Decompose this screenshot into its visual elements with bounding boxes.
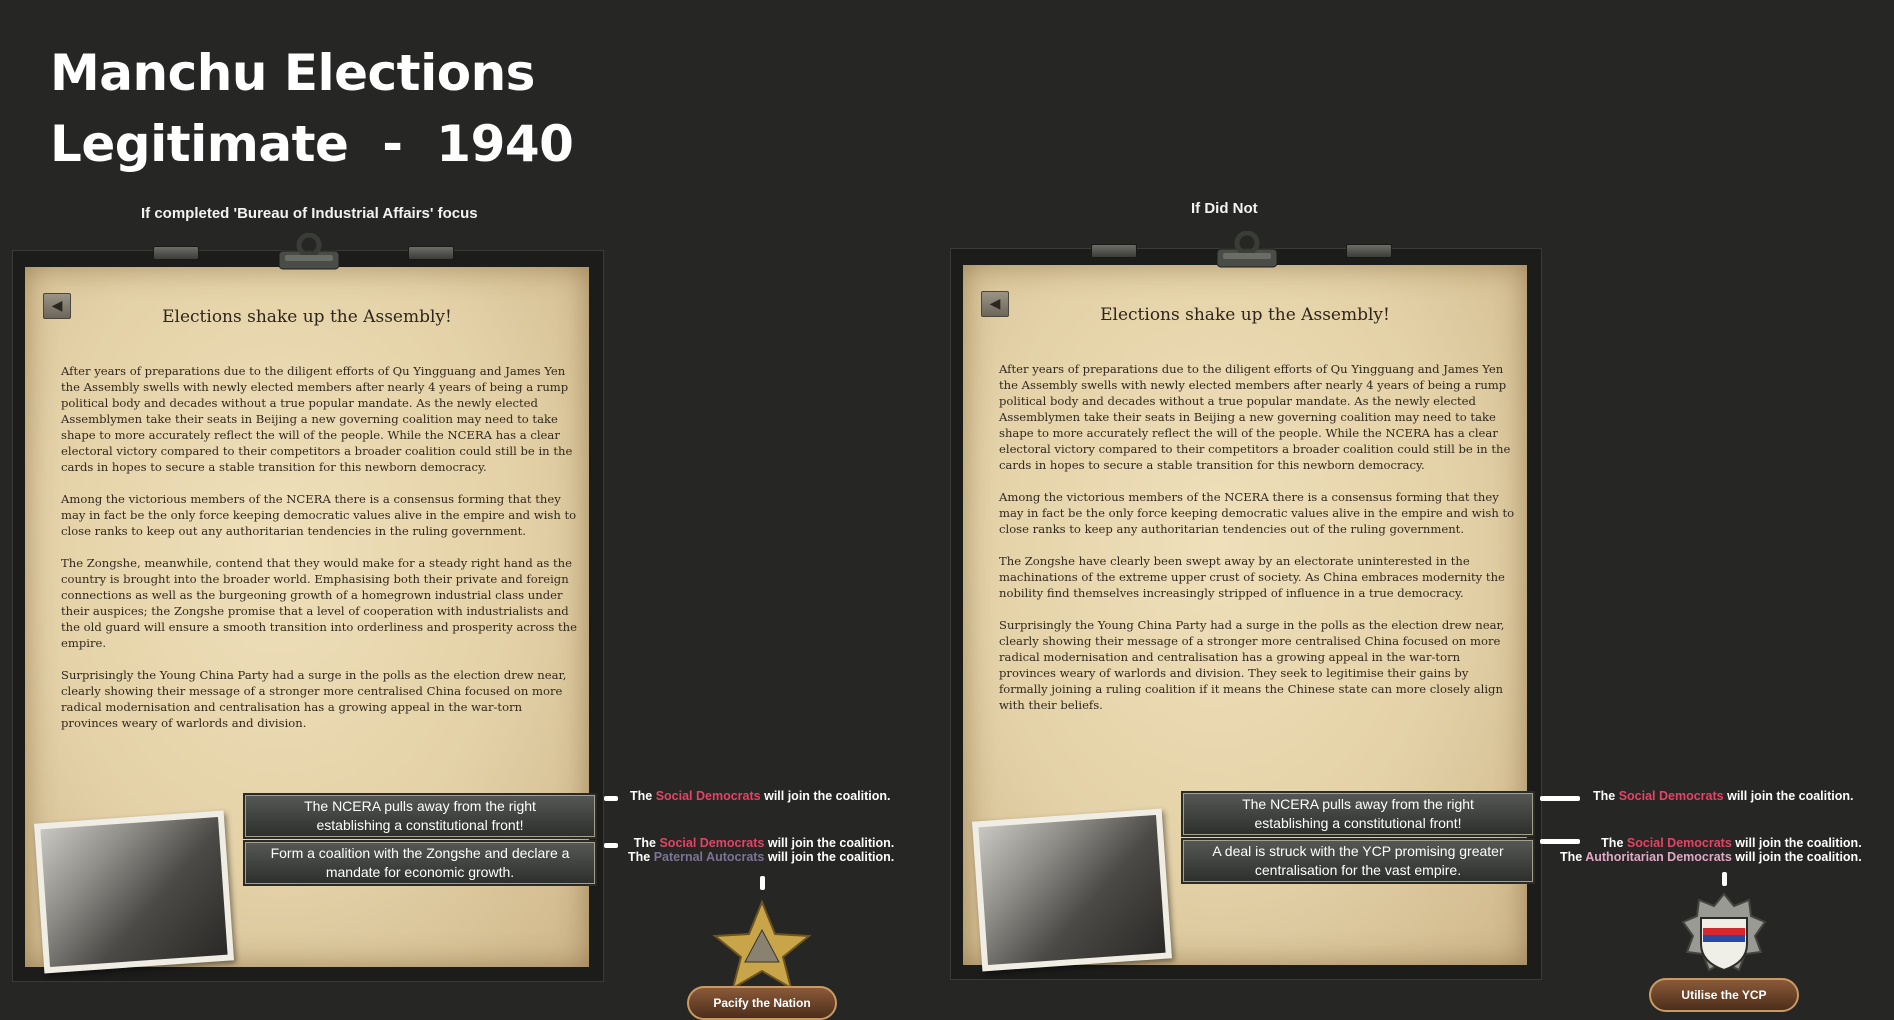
event-title: Elections shake up the Assembly! (162, 307, 452, 327)
effect-text: The Social Democrats will join the coalition. The Authoritarian Democrats will join the coalition. (1560, 836, 1862, 864)
option-text: Form a coalition with the Zongshe and declare a (270, 845, 570, 861)
event-photo (34, 811, 234, 974)
focus-pacify-the-nation[interactable] (687, 900, 837, 1020)
event-window-right (950, 248, 1540, 978)
connector-tick (1722, 872, 1727, 886)
back-arrow-icon[interactable]: ◀ (43, 293, 71, 319)
connector-dash (604, 796, 618, 801)
connector-tick (760, 876, 765, 890)
connector-dash (1540, 796, 1580, 801)
option-text: centralisation for the vast empire. (1254, 862, 1462, 878)
frame-tab (153, 246, 199, 260)
event-paragraph: Among the victorious members of the NCERA there is a consensus forming that they may in fact be the only force keeping democratic values alive in the empire and wish to close ranks to keep any authoritarian tendencies out of the ruling government. (999, 490, 1515, 536)
event-paper (25, 267, 589, 967)
star-eagle-focus-icon (687, 900, 837, 990)
event-option-2[interactable] (245, 842, 595, 884)
effect-text: The Social Democrats will join the coalition. (630, 789, 891, 803)
event-description (999, 361, 1519, 729)
title-line-1: Manchu Elections (50, 44, 535, 102)
focus-label: Utilise the YCP (1649, 978, 1799, 1012)
back-arrow-icon[interactable]: ◀ (981, 291, 1009, 317)
event-photo (972, 809, 1172, 972)
connector-dash (604, 843, 618, 848)
event-photo-image (978, 815, 1165, 965)
clipboard-clip-icon (275, 233, 343, 273)
event-option-1[interactable] (1183, 793, 1533, 835)
option-text: establishing a constitutional front! (1254, 815, 1462, 831)
event-paragraph: The Zongshe, meanwhile, contend that they would make for a steady right hand as the country is brought into the broader world. Emphasising both their private and foreign connections as well as the burgeoning growth of a homegrown industrial class under their auspices; the Zongshe promise that a level of cooperation with industrialists and the old guard will ensure a smooth transition into orderliness and prosperity across the empire. (61, 556, 578, 650)
event-paragraph: After years of preparations due to the diligent efforts of Qu Yingguang and James Yen the Assembly swells with newly elected members after nearly 4 years of being a rump political body and decades without a true popular mandate. As the newly elected Assemblymen take their seats in Beijing a new governing coalition may need to take shape to more accurately reflect the will of the people. While the NCERA has a clear electoral victory compared to their competitors a broader coalition could still be in the cards in hopes to secure a stable transition for this newborn democracy. (999, 362, 1511, 472)
frame-tab (1346, 244, 1392, 258)
event-option-2[interactable] (1183, 840, 1533, 882)
caption-right: If Did Not (1191, 200, 1258, 217)
event-frame (12, 250, 604, 982)
option-text: A deal is struck with the YCP promising greater (1212, 843, 1504, 859)
event-title: Elections shake up the Assembly! (1100, 305, 1390, 325)
effect-text: The Social Democrats will join the coalition. The Paternal Autocrats will join the coalition. (628, 836, 895, 864)
option-text: The NCERA pulls away from the right (304, 798, 536, 814)
event-option-1[interactable] (245, 795, 595, 837)
focus-label: Pacify the Nation (687, 986, 837, 1020)
frame-tab (408, 246, 454, 260)
focus-utilise-the-ycp[interactable] (1649, 892, 1799, 1012)
shield-flag-focus-icon (1649, 892, 1799, 982)
option-text: establishing a constitutional front! (316, 817, 524, 833)
event-paper (963, 265, 1527, 965)
event-paragraph: Among the victorious members of the NCERA there is a consensus forming that they may in fact be the only force keeping democratic values alive in the empire and wish to close ranks to keep out any authoritarian tendencies in the ruling government. (61, 492, 577, 538)
event-paragraph: Surprisingly the Young China Party had a surge in the polls as the election drew near, clearly showing their message of a stronger more centralised China focused on more radical modernisation and centralisation has a growing appeal in the war-torn provinces weary of warlords and division. They seek to legitimise their gains by formally joining a ruling coalition if it means the Chinese state can more closely align with their beliefs. (999, 618, 1505, 712)
event-paragraph: After years of preparations due to the diligent efforts of Qu Yingguang and James Yen the Assembly swells with newly elected members after nearly 4 years of being a rump political body and decades without a true popular mandate. As the newly elected Assemblymen take their seats in Beijing a new governing coalition may need to take shape to more accurately reflect the will of the people. While the NCERA has a clear electoral victory compared to their competitors a broader coalition could still be in the cards in hopes to secure a stable transition for this newborn democracy. (61, 364, 573, 474)
frame-tab (1091, 244, 1137, 258)
caption-left: If completed 'Bureau of Industrial Affairs' focus (141, 205, 478, 222)
event-paragraph: The Zongshe have clearly been swept away by an electorate uninterested in the machinations of the extreme upper crust of society. As China embraces modernity the nobility find themselves increasingly stripped of influence in a true democracy. (999, 554, 1505, 600)
effect-text: The Social Democrats will join the coalition. (1593, 789, 1854, 803)
title-line-2: Legitimate - 1940 (50, 115, 574, 173)
event-frame (950, 248, 1542, 980)
event-description (61, 363, 581, 747)
option-text: mandate for economic growth. (325, 864, 515, 880)
page-title (50, 38, 573, 180)
event-window-left (12, 250, 602, 980)
clipboard-clip-icon (1213, 231, 1281, 271)
event-photo-image (40, 817, 227, 967)
event-paragraph: Surprisingly the Young China Party had a surge in the polls as the election drew near, clearly showing their message of a stronger more centralised China focused on more radical modernisation and centralisation has a growing appeal in the war-torn provinces weary of warlords and division. (61, 668, 567, 730)
option-text: The NCERA pulls away from the right (1242, 796, 1474, 812)
